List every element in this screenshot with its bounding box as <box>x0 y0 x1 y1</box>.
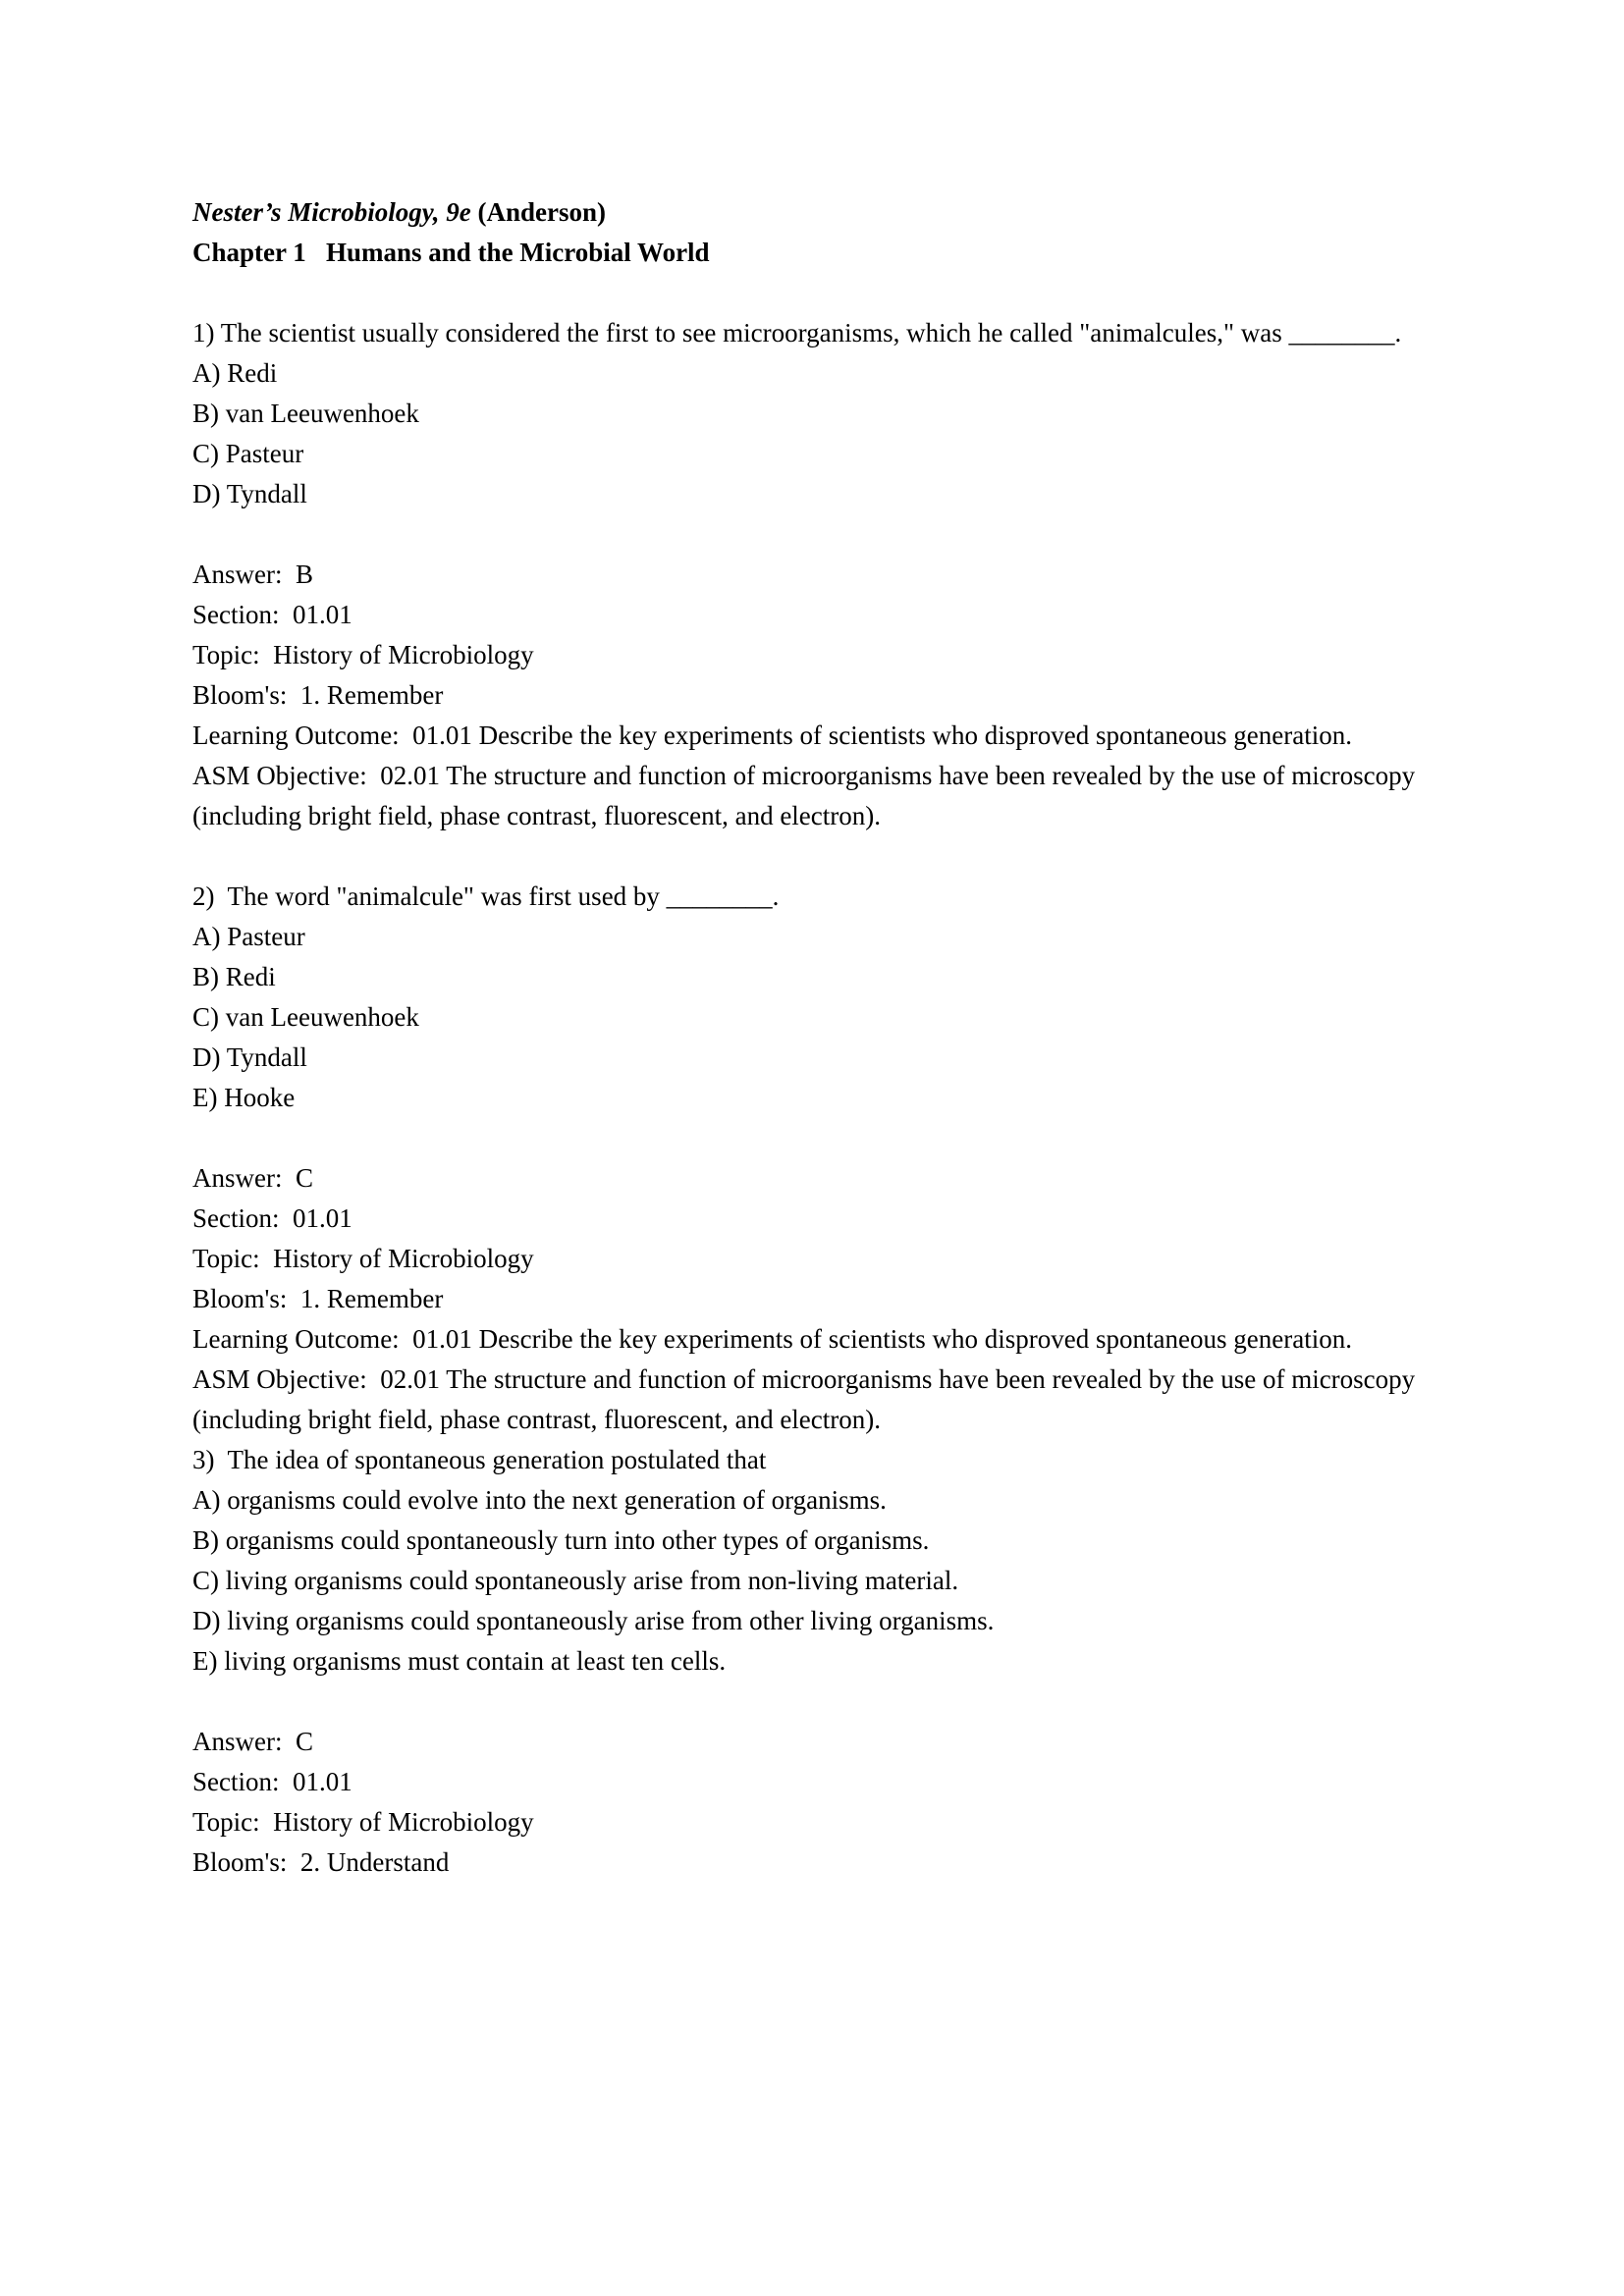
answer-option[interactable]: A) Redi <box>192 358 278 388</box>
metadata-line: Bloom's: 2. Understand <box>192 1847 450 1877</box>
book-title: Nester’s Microbiology, 9e <box>192 197 471 227</box>
answer-option[interactable]: C) living organisms could spontaneously arise from non-living material. <box>192 1566 959 1595</box>
answer-option[interactable]: D) Tyndall <box>192 479 307 508</box>
answer-option[interactable]: B) organisms could spontaneously turn into other types of organisms. <box>192 1525 930 1555</box>
chapter-title: Chapter 1 Humans and the Microbial World <box>192 238 710 267</box>
metadata-line: Topic: History of Microbiology <box>192 640 534 669</box>
answer-option[interactable]: D) Tyndall <box>192 1042 307 1072</box>
answer-option[interactable]: B) Redi <box>192 962 276 991</box>
document-header <box>192 192 1463 273</box>
metadata-line: Section: 01.01 <box>192 1767 352 1796</box>
book-title-line <box>192 192 1463 233</box>
question-stem: 3) The idea of spontaneous generation postulated that <box>192 1445 767 1474</box>
question-block <box>192 313 1463 514</box>
metadata-line: Answer: C <box>192 1163 313 1193</box>
book-author: (Anderson) <box>470 197 606 227</box>
answer-option[interactable]: C) van Leeuwenhoek <box>192 1002 419 1032</box>
answer-metadata-block <box>192 1158 1463 1440</box>
question-block <box>192 1440 1463 1682</box>
metadata-line: Topic: History of Microbiology <box>192 1807 534 1837</box>
metadata-line: Bloom's: 1. Remember <box>192 680 444 710</box>
document-body <box>192 192 1463 1883</box>
metadata-line: Section: 01.01 <box>192 1203 352 1233</box>
answer-option[interactable]: C) Pasteur <box>192 439 304 468</box>
metadata-line: Topic: History of Microbiology <box>192 1244 534 1273</box>
metadata-line: Answer: B <box>192 560 313 589</box>
question-list <box>192 313 1463 1883</box>
answer-option[interactable]: B) van Leeuwenhoek <box>192 399 419 428</box>
answer-metadata-block <box>192 1722 1463 1883</box>
question-block <box>192 877 1463 1118</box>
answer-option[interactable]: A) organisms could evolve into the next generation of organisms. <box>192 1485 887 1515</box>
metadata-line: Section: 01.01 <box>192 600 352 629</box>
question-stem: 1) The scientist usually considered the first to see microorganisms, which he called "animalcules," was ________. <box>192 318 1402 347</box>
answer-option[interactable]: D) living organisms could spontaneously arise from other living organisms. <box>192 1606 995 1635</box>
answer-option[interactable]: E) living organisms must contain at least ten cells. <box>192 1646 727 1676</box>
answer-option[interactable]: A) Pasteur <box>192 922 305 951</box>
metadata-line: Answer: C <box>192 1727 313 1756</box>
answer-metadata-block <box>192 555 1463 836</box>
metadata-line: Learning Outcome: 01.01 Describe the key experiments of scientists who disproved spontaneous generation. <box>192 1324 1352 1354</box>
answer-option[interactable]: E) Hooke <box>192 1083 296 1112</box>
metadata-line: Learning Outcome: 01.01 Describe the key experiments of scientists who disproved spontaneous generation. <box>192 721 1352 750</box>
question-stem: 2) The word "animalcule" was first used by ________. <box>192 881 780 911</box>
metadata-line: ASM Objective: 02.01 The structure and function of microorganisms have been revealed by the use of microscopy (including bright field, phase contrast, fluorescent, and electron). <box>192 761 1422 830</box>
metadata-line: Bloom's: 1. Remember <box>192 1284 444 1313</box>
metadata-line: ASM Objective: 02.01 The structure and function of microorganisms have been revealed by the use of microscopy (including bright field, phase contrast, fluorescent, and electron). <box>192 1364 1422 1434</box>
